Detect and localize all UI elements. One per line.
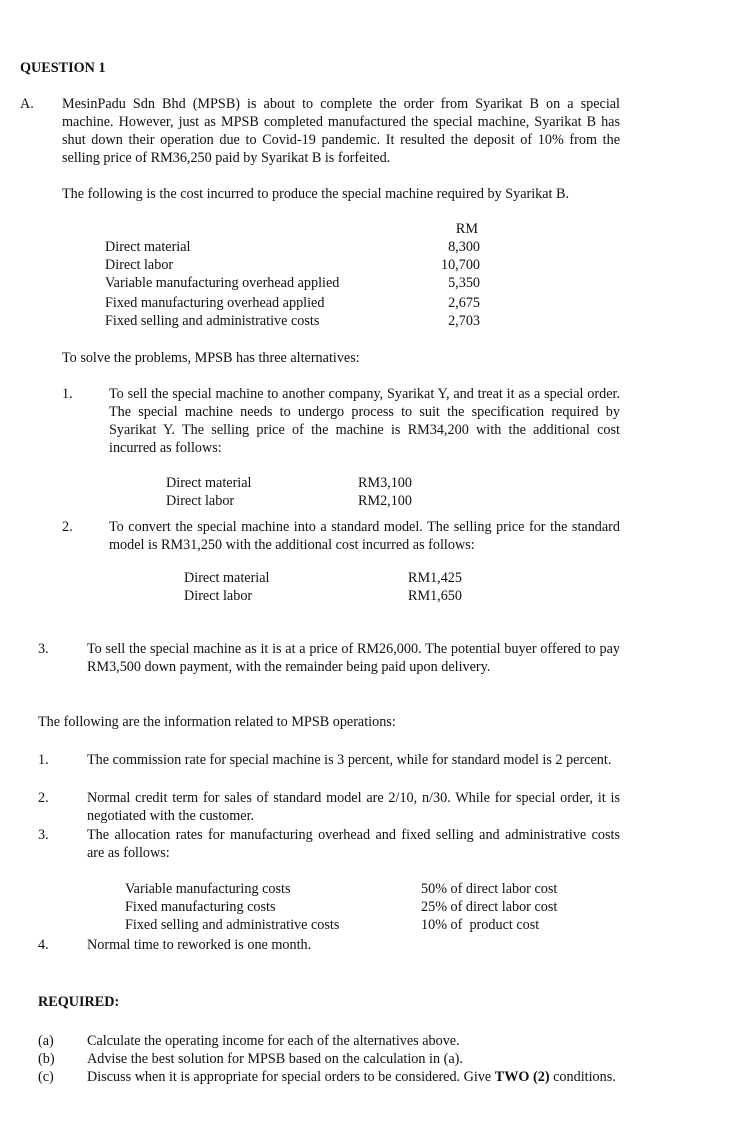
alt2-num: 2.: [62, 519, 73, 535]
question-title: QUESTION 1: [20, 60, 106, 76]
required-text: Advise the best solution for MPSB based on the calculation in (a).: [87, 1051, 463, 1067]
required-num: (c): [38, 1069, 54, 1085]
cost-label: Fixed selling and administrative costs: [105, 313, 320, 329]
rate-value: 50% of direct labor cost: [421, 881, 558, 897]
required-text-after: conditions.: [549, 1069, 616, 1085]
required-num: (a): [38, 1033, 54, 1049]
alt2-text: To convert the special machine into a standard model. The selling price for the standard model is RM31,250 with the additional cost incurred as follows:: [109, 519, 620, 553]
cost-label: Variable manufacturing overhead applied: [105, 275, 340, 291]
rate-label: Variable manufacturing costs: [125, 881, 291, 897]
rate-label: Fixed manufacturing costs: [125, 899, 276, 915]
section-a-label: A.: [20, 96, 34, 112]
alt1-text: To sell the special machine to another company, Syarikat Y, and treat it as a special order. The special machine needs to undergo process to suit the specification required by Syarikat Y. The selling price of the machine is RM34,200 with the additional cost incurred as follows:: [109, 386, 620, 456]
alt2-cost-label: Direct labor: [184, 588, 253, 604]
required-title: REQUIRED:: [38, 994, 120, 1010]
rate-value: 25% of direct labor cost: [421, 899, 558, 915]
cost-intro: The following is the cost incurred to produce the special machine required by Syarikat B.: [62, 186, 570, 202]
rate-row: [125, 916, 585, 934]
op-item-text: The allocation rates for manufacturing overhead and fixed selling and administrative costs are as follows:: [87, 827, 620, 861]
cost-header: RM: [455, 221, 478, 237]
op-item-num: 3.: [38, 827, 49, 843]
cost-row: [105, 274, 480, 292]
op-item-text: Normal time to reworked is one month.: [87, 937, 312, 953]
cost-row: [105, 256, 480, 274]
cost-row: [105, 312, 480, 330]
op-item-text: The commission rate for special machine is 3 percent, while for standard model is 2 percent.: [87, 752, 612, 768]
alt1-cost-label: Direct labor: [166, 493, 235, 509]
cost-value: 2,703: [448, 313, 480, 329]
rate-row: [125, 880, 585, 898]
alt3-num: 3.: [38, 641, 49, 657]
required-text-before: Discuss when it is appropriate for special orders to be considered. Give: [87, 1069, 495, 1085]
alt2-cost-row: [184, 587, 484, 605]
cost-value: 10,700: [440, 257, 480, 273]
op-item-num: 1.: [38, 752, 49, 768]
alt1-cost-row: [166, 492, 426, 510]
alt1-costs: [166, 474, 426, 510]
required-num: (b): [38, 1051, 55, 1067]
alt2-cost-value: RM1,425: [408, 570, 462, 586]
cost-value: 2,675: [448, 295, 480, 311]
section-a-intro: MesinPadu Sdn Bhd (MPSB) is about to complete the order from Syarikat B on a special machine. However, just as MPSB completed manufactured the special machine, Syarikat B has shut down their operation due to Covid-19 pandemic. It resulted the deposit of 10% from the selling price of RM36,250 paid by Syarikat B is forfeited.: [62, 96, 620, 166]
cost-table: [105, 238, 480, 330]
cost-label: Direct material: [105, 239, 191, 255]
alternatives-intro: To solve the problems, MPSB has three alternatives:: [62, 350, 360, 366]
cost-label: Fixed manufacturing overhead applied: [105, 295, 325, 311]
alt1-cost-row: [166, 474, 426, 492]
alt2-cost-value: RM1,650: [408, 588, 462, 604]
operations-intro: The following are the information related to MPSB operations:: [38, 714, 396, 730]
cost-row: [105, 294, 480, 312]
alt3-text: To sell the special machine as it is at a price of RM26,000. The potential buyer offered to pay RM3,500 down payment, with the remainder being paid upon delivery.: [87, 641, 620, 675]
alt1-cost-value: RM3,100: [358, 475, 412, 491]
op-item-text: Normal credit term for sales of standard model are 2/10, n/30. While for special order, it is negotiated with the customer.: [87, 790, 620, 824]
op-item-num: 4.: [38, 937, 49, 953]
rate-row: [125, 898, 585, 916]
rate-value: 10% of product cost: [421, 917, 540, 933]
alt1-num: 1.: [62, 386, 73, 402]
cost-value: 5,350: [448, 275, 480, 291]
rate-label: Fixed selling and administrative costs: [125, 917, 340, 933]
alt1-cost-value: RM2,100: [358, 493, 412, 509]
cost-value: 8,300: [448, 239, 480, 255]
alt1-cost-label: Direct material: [166, 475, 252, 491]
cost-row: [105, 238, 480, 256]
op-item-num: 2.: [38, 790, 49, 806]
alt2-cost-label: Direct material: [184, 570, 270, 586]
alt2-costs: [184, 569, 484, 605]
alt2-cost-row: [184, 569, 484, 587]
required-text-bold: TWO (2): [494, 1069, 550, 1085]
required-text-c: [87, 1068, 620, 1086]
rates-table: [125, 880, 585, 934]
cost-label: Direct labor: [105, 257, 174, 273]
required-text: Calculate the operating income for each of the alternatives above.: [87, 1033, 460, 1049]
